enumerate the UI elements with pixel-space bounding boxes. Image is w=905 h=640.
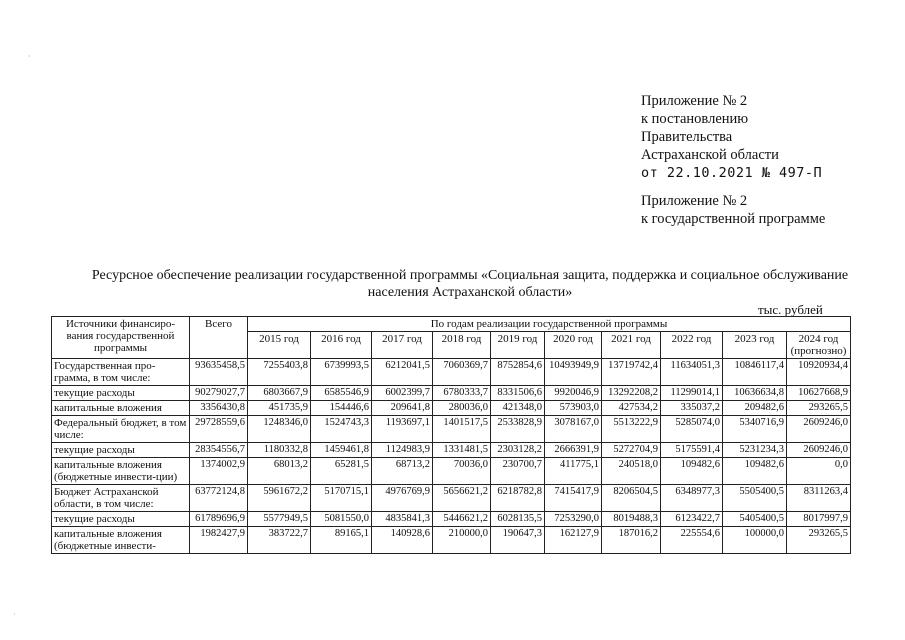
year-value-cell: 230700,7 (491, 458, 545, 485)
total-cell: 29728559,6 (190, 416, 248, 443)
year-value-cell: 1459461,8 (311, 443, 372, 458)
year-header: 2020 год (545, 332, 602, 359)
year-value-cell: 5577949,5 (248, 512, 311, 527)
year-value-cell: 1124983,9 (372, 443, 433, 458)
year-header: 2023 год (723, 332, 787, 359)
year-value-cell: 210000,0 (433, 527, 491, 554)
year-value-cell: 7415417,9 (545, 485, 602, 512)
year-value-cell: 190647,3 (491, 527, 545, 554)
year-value-cell: 383722,7 (248, 527, 311, 554)
year-value-cell: 65281,5 (311, 458, 372, 485)
year-value-cell: 70036,0 (433, 458, 491, 485)
year-value-cell: 5081550,0 (311, 512, 372, 527)
source-cell: текущие расходы (52, 512, 190, 527)
year-value-cell: 10627668,9 (787, 386, 851, 401)
year-value-cell: 5505400,5 (723, 485, 787, 512)
total-cell: 90279027,7 (190, 386, 248, 401)
year-value-cell: 2666391,9 (545, 443, 602, 458)
year-value-cell: 68013,2 (248, 458, 311, 485)
year-value-cell: 1193697,1 (372, 416, 433, 443)
year-value-cell: 5285074,0 (661, 416, 723, 443)
year-value-cell: 7060369,7 (433, 359, 491, 386)
year-header: 2016 год (311, 332, 372, 359)
year-value-cell: 6218782,8 (491, 485, 545, 512)
source-cell: капитальные вложения (бюджетные инвести- (52, 527, 190, 554)
year-value-cell: 1331481,5 (433, 443, 491, 458)
year-value-cell: 209482,6 (723, 401, 787, 416)
appendix-line-6: Приложение № 2 (641, 193, 748, 209)
year-value-cell: 5656621,2 (433, 485, 491, 512)
year-value-cell: 2303128,2 (491, 443, 545, 458)
year-value-cell: 68713,2 (372, 458, 433, 485)
budget-table (51, 316, 851, 554)
scan-mark: · (28, 52, 31, 61)
year-value-cell: 7253290,0 (545, 512, 602, 527)
source-cell: капитальные вложения (бюджетные инвести-ции) (52, 458, 190, 485)
year-value-cell: 5170715,1 (311, 485, 372, 512)
year-value-cell: 1524743,3 (311, 416, 372, 443)
year-value-cell: 8019488,3 (602, 512, 661, 527)
source-cell: Федеральный бюджет, в том числе: (52, 416, 190, 443)
year-value-cell: 5405400,5 (723, 512, 787, 527)
year-value-cell: 335037,2 (661, 401, 723, 416)
year-value-cell: 4835841,3 (372, 512, 433, 527)
source-cell: Бюджет Астраханской области, в том числе: (52, 485, 190, 512)
year-value-cell: 109482,6 (661, 458, 723, 485)
year-value-cell: 8206504,5 (602, 485, 661, 512)
year-value-cell: 187016,2 (602, 527, 661, 554)
year-value-cell: 2609246,0 (787, 443, 851, 458)
source-cell: текущие расходы (52, 443, 190, 458)
year-value-cell: 100000,0 (723, 527, 787, 554)
year-value-cell: 6739993,5 (311, 359, 372, 386)
year-value-cell: 109482,6 (723, 458, 787, 485)
year-value-cell: 6212041,5 (372, 359, 433, 386)
year-value-cell: 154446,6 (311, 401, 372, 416)
year-header: 2024 год (прогнозно) (787, 332, 851, 359)
source-cell: капитальные вложения (52, 401, 190, 416)
table-row (52, 359, 851, 386)
year-value-cell: 6348977,3 (661, 485, 723, 512)
year-value-cell: 8017997,9 (787, 512, 851, 527)
years-group-header: По годам реализации государственной программы (248, 317, 851, 332)
table-row (52, 512, 851, 527)
year-value-cell: 293265,5 (787, 527, 851, 554)
year-value-cell: 8752854,6 (491, 359, 545, 386)
year-value-cell: 8331506,6 (491, 386, 545, 401)
year-value-cell: 162127,9 (545, 527, 602, 554)
year-value-cell: 451735,9 (248, 401, 311, 416)
order-number: от 22.10.2021 № 497-П (641, 165, 823, 181)
year-header: 2015 год (248, 332, 311, 359)
year-value-cell: 0,0 (787, 458, 851, 485)
total-cell: 61789696,9 (190, 512, 248, 527)
year-value-cell: 421348,0 (491, 401, 545, 416)
year-value-cell: 140928,6 (372, 527, 433, 554)
year-value-cell: 5446621,2 (433, 512, 491, 527)
year-value-cell: 10636634,8 (723, 386, 787, 401)
appendix-line-4: Астраханской области (641, 147, 779, 163)
table-row (52, 401, 851, 416)
table-row (52, 386, 851, 401)
year-value-cell: 2609246,0 (787, 416, 851, 443)
year-value-cell: 10920934,4 (787, 359, 851, 386)
year-value-cell: 9920046,9 (545, 386, 602, 401)
year-header: 2019 год (491, 332, 545, 359)
year-value-cell: 240518,0 (602, 458, 661, 485)
year-value-cell: 6002399,7 (372, 386, 433, 401)
total-header: Всего (190, 317, 248, 359)
year-value-cell: 6585546,9 (311, 386, 372, 401)
total-cell: 3356430,8 (190, 401, 248, 416)
year-value-cell: 11299014,1 (661, 386, 723, 401)
year-value-cell: 11634051,3 (661, 359, 723, 386)
year-value-cell: 5175591,4 (661, 443, 723, 458)
year-value-cell: 280036,0 (433, 401, 491, 416)
year-value-cell: 10493949,9 (545, 359, 602, 386)
year-value-cell: 6123422,7 (661, 512, 723, 527)
year-value-cell: 13292208,2 (602, 386, 661, 401)
appendix-line-7: к государственной программе (641, 211, 826, 227)
year-value-cell: 1180332,8 (248, 443, 311, 458)
year-value-cell: 6028135,5 (491, 512, 545, 527)
year-value-cell: 8311263,4 (787, 485, 851, 512)
year-value-cell: 4976769,9 (372, 485, 433, 512)
appendix-header (641, 92, 825, 228)
year-value-cell: 7255403,8 (248, 359, 311, 386)
year-value-cell: 1401517,5 (433, 416, 491, 443)
scan-mark: · (13, 610, 16, 619)
year-value-cell: 6780333,7 (433, 386, 491, 401)
table-row (52, 527, 851, 554)
source-header: Источники финансиро-вания государственной программы (52, 317, 190, 359)
table-row (52, 485, 851, 512)
year-value-cell: 10846117,4 (723, 359, 787, 386)
appendix-line-2: к постановлению (641, 111, 749, 127)
year-value-cell: 2533828,9 (491, 416, 545, 443)
total-cell: 1982427,9 (190, 527, 248, 554)
year-value-cell: 89165,1 (311, 527, 372, 554)
year-value-cell: 5231234,3 (723, 443, 787, 458)
table-row (52, 458, 851, 485)
year-header: 2018 год (433, 332, 491, 359)
year-value-cell: 13719742,4 (602, 359, 661, 386)
year-value-cell: 411775,1 (545, 458, 602, 485)
year-value-cell: 1248346,0 (248, 416, 311, 443)
header-row-1 (52, 317, 851, 332)
appendix-line-1: Приложение № 2 (641, 93, 748, 109)
appendix-line-3: Правительства (641, 129, 733, 145)
total-cell: 1374002,9 (190, 458, 248, 485)
year-value-cell: 3078167,0 (545, 416, 602, 443)
total-cell: 28354556,7 (190, 443, 248, 458)
table-body (52, 359, 851, 554)
year-value-cell: 209641,8 (372, 401, 433, 416)
table-row (52, 443, 851, 458)
year-value-cell: 5272704,9 (602, 443, 661, 458)
year-value-cell: 573903,0 (545, 401, 602, 416)
source-cell: текущие расходы (52, 386, 190, 401)
year-header: 2022 год (661, 332, 723, 359)
table-row (52, 416, 851, 443)
total-cell: 63772124,8 (190, 485, 248, 512)
year-header: 2017 год (372, 332, 433, 359)
year-value-cell: 5513222,9 (602, 416, 661, 443)
year-value-cell: 293265,5 (787, 401, 851, 416)
units-label: тыс. рублей (758, 302, 823, 317)
year-header: 2021 год (602, 332, 661, 359)
source-cell: Государственная про-грамма, в том числе: (52, 359, 190, 386)
year-value-cell: 225554,6 (661, 527, 723, 554)
total-cell: 93635458,5 (190, 359, 248, 386)
year-value-cell: 5340716,9 (723, 416, 787, 443)
year-value-cell: 6803667,9 (248, 386, 311, 401)
document-title: Ресурсное обеспечение реализации государственной программы «Социальная защита, поддержка и социальное обслуживание населения Астраханской области» (91, 268, 849, 300)
year-value-cell: 5961672,2 (248, 485, 311, 512)
year-value-cell: 427534,2 (602, 401, 661, 416)
